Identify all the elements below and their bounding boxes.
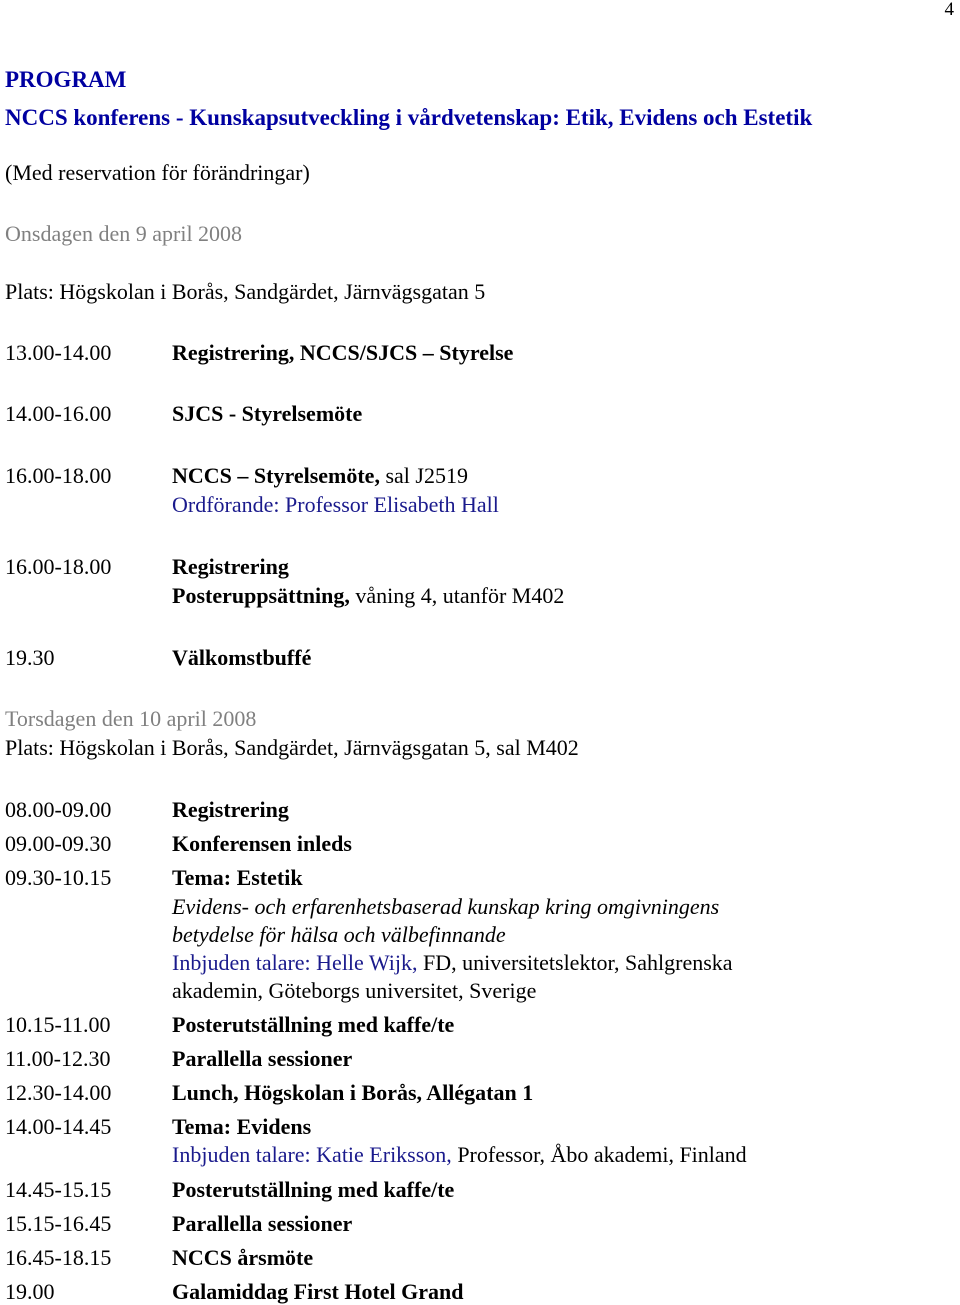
schedule-title: Parallella sessioner (172, 1211, 353, 1236)
chair-label: Ordförande: Professor Elisabeth Hall (172, 492, 499, 517)
speaker-label: Inbjuden talare: Helle Wijk, (172, 950, 418, 975)
schedule-time: 14.00-16.00 (5, 401, 112, 426)
page-number: 4 (944, 0, 954, 20)
schedule-subtitle: Posteruppsättning, (172, 583, 350, 608)
speaker-details: FD, universitetslektor, Sahlgrenska (417, 950, 733, 975)
schedule-time: 09.30-10.15 (5, 865, 112, 890)
schedule-time: 11.00-12.30 (5, 1046, 111, 1071)
schedule-time: 10.15-11.00 (5, 1012, 111, 1037)
schedule-time: 09.00-09.30 (5, 831, 112, 856)
schedule-title: SJCS - Styrelsemöte (172, 401, 363, 426)
program-heading: PROGRAM (5, 67, 127, 92)
day1-venue: Plats: Högskolan i Borås, Sandgärdet, Järnvägsgatan 5 (5, 279, 486, 304)
location-label: våning 4, utanför M402 (349, 583, 565, 608)
schedule-title: NCCS – Styrelsemöte, (172, 463, 380, 488)
schedule-time: 19.00 (5, 1279, 55, 1304)
schedule-time: 16.45-18.15 (5, 1245, 112, 1270)
schedule-title: Registrering, NCCS/SJCS – Styrelse (172, 340, 514, 365)
schedule-time: 12.30-14.00 (5, 1080, 112, 1105)
schedule-title: Välkomstbuffé (172, 645, 312, 670)
schedule-title: Registrering (172, 554, 289, 579)
speaker-label: Inbjuden talare: Katie Eriksson, (172, 1142, 452, 1167)
schedule-title: Posterutställning med kaffe/te (172, 1177, 455, 1202)
day1-date: Onsdagen den 9 april 2008 (5, 221, 243, 246)
schedule-title: Konferensen inleds (172, 831, 352, 856)
theme-description: betydelse för hälsa och välbefinnande (172, 922, 506, 947)
schedule-entry (172, 465, 468, 487)
speaker-line (172, 952, 733, 974)
schedule-entry (172, 585, 564, 607)
schedule-time: 19.30 (5, 645, 55, 670)
room-label: sal J2519 (379, 463, 468, 488)
speaker-details: Professor, Åbo akademi, Finland (451, 1142, 747, 1167)
schedule-title: Lunch, Högskolan i Borås, Allégatan 1 (172, 1080, 534, 1105)
schedule-time: 15.15-16.45 (5, 1211, 112, 1236)
schedule-title: Tema: Evidens (172, 1114, 312, 1139)
schedule-title: NCCS årsmöte (172, 1245, 314, 1270)
reservation-note: (Med reservation för förändringar) (5, 160, 310, 185)
speaker-details: akademin, Göteborgs universitet, Sverige (172, 978, 537, 1003)
schedule-title: Tema: Estetik (172, 865, 303, 890)
schedule-time: 16.00-18.00 (5, 463, 112, 488)
schedule-time: 16.00-18.00 (5, 554, 112, 579)
schedule-title: Parallella sessioner (172, 1046, 353, 1071)
conference-title: NCCS konferens - Kunskapsutveckling i vårdvetenskap: Etik, Evidens och Estetik (5, 105, 813, 130)
schedule-time: 13.00-14.00 (5, 340, 112, 365)
schedule-title: Galamiddag First Hotel Grand (172, 1279, 464, 1304)
day2-date: Torsdagen den 10 april 2008 (5, 706, 257, 731)
day2-venue: Plats: Högskolan i Borås, Sandgärdet, Järnvägsgatan 5, sal M402 (5, 735, 579, 760)
schedule-title: Registrering (172, 797, 289, 822)
schedule-time: 08.00-09.00 (5, 797, 112, 822)
speaker-line (172, 1144, 747, 1166)
schedule-time: 14.45-15.15 (5, 1177, 112, 1202)
theme-description: Evidens- och erfarenhetsbaserad kunskap kring omgivningens (172, 894, 720, 919)
schedule-time: 14.00-14.45 (5, 1114, 112, 1139)
schedule-title: Posterutställning med kaffe/te (172, 1012, 455, 1037)
